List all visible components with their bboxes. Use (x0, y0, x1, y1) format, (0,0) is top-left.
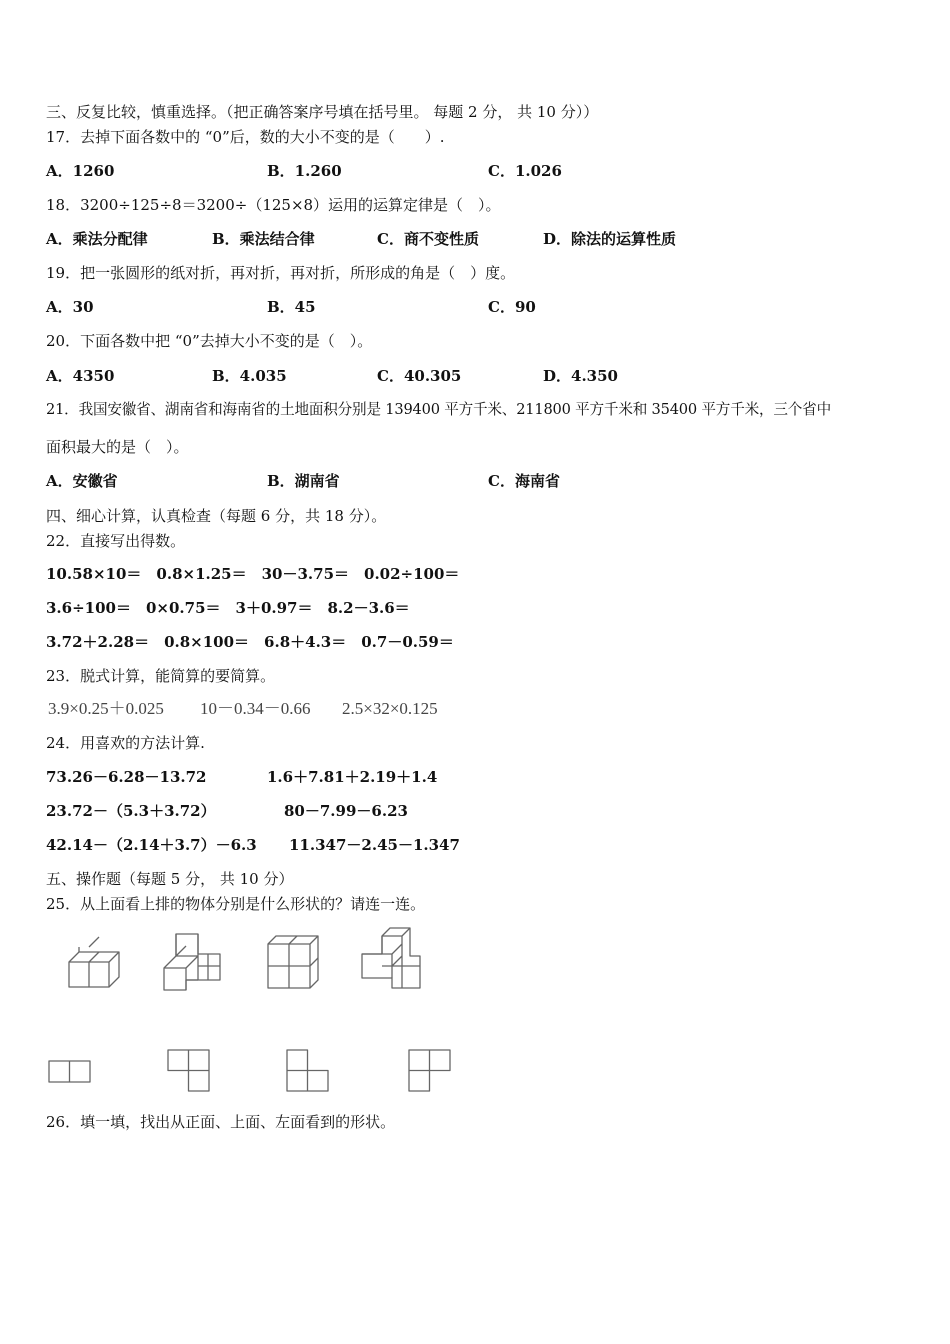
q22-row-2: 3.6÷100＝ 0×0.75＝ 3＋0.97＝ 8.2－3.6＝ (46, 599, 410, 617)
top-view-2 (167, 1049, 211, 1093)
q17-option-b: B．1.260 (267, 162, 342, 180)
q23-expression-1: 3.9×0.25＋0.025 (48, 699, 164, 718)
question-18-stem: 18．3200÷125÷8＝3200÷（125×8）运用的运算定律是（ ）。 (46, 196, 501, 214)
q17-option-c: C．1.026 (488, 162, 562, 180)
q20-option-b: B．4.035 (212, 367, 287, 385)
q21-option-a: A．安徽省 (46, 472, 118, 490)
top-view-4 (408, 1049, 452, 1093)
question-25-stem: 25．从上面看上排的物体分别是什么形状的？请连一连。 (46, 895, 426, 913)
top-view-3 (286, 1049, 330, 1093)
question-22-stem: 22．直接写出得数。 (46, 532, 186, 550)
question-21-stem-line-1: 21．我国安徽省、湖南省和海南省的土地面积分别是 139400 平方千米、211800 平方千米和 35400 平方千米，三个省中 (46, 401, 831, 418)
cube-solid-4 (356, 926, 426, 990)
q19-option-a: A．30 (46, 298, 94, 316)
q18-option-a: A．乘法分配律 (46, 230, 148, 248)
question-20-stem: 20．下面各数中把 “0”去掉大小不变的是（ ）。 (46, 332, 373, 350)
cube-solid-1 (66, 942, 126, 992)
question-17-stem: 17．去掉下面各数中的 “0”后，数的大小不变的是（ ）. (46, 128, 445, 146)
q23-expression-2: 10－0.34－0.66 (200, 699, 311, 718)
question-19-stem: 19．把一张圆形的纸对折，再对折，再对折，所形成的角是（ ）度。 (46, 264, 516, 282)
q24-expression-3: 23.72－（5.3＋3.72） (46, 802, 216, 820)
section-3-heading: 三、反复比较，慎重选择。（把正确答案序号填在括号里。 每题 2 分， 共 10 分）） (46, 103, 599, 121)
q20-option-c: C．40.305 (377, 367, 462, 385)
question-21-stem-line-2: 面积最大的是（ ）。 (46, 438, 189, 456)
cube-solid-3 (262, 934, 324, 990)
q24-expression-4: 80－7.99－6.23 (284, 802, 408, 820)
q21-option-c: C．海南省 (488, 472, 560, 490)
question-23-stem: 23．脱式计算，能简算的要简算。 (46, 667, 276, 685)
section-4-heading: 四、细心计算，认真检查（每题 6 分，共 18 分）。 (46, 507, 387, 525)
q20-option-d: D．4.350 (543, 367, 618, 385)
top-view-1 (48, 1060, 92, 1084)
q24-expression-5: 42.14－（2.14＋3.7）－6.3 (46, 836, 257, 854)
q22-row-1: 10.58×10＝ 0.8×1.25＝ 30－3.75＝ 0.02÷100＝ (46, 565, 460, 583)
section-5-heading: 五、操作题（每题 5 分， 共 10 分） (46, 870, 294, 888)
q19-option-b: B．45 (267, 298, 316, 316)
q19-option-c: C．90 (488, 298, 536, 316)
q24-expression-1: 73.26－6.28－13.72 (46, 768, 207, 786)
cube-solid-2 (160, 932, 226, 992)
question-26-stem: 26．填一填，找出从正面、上面、左面看到的形状。 (46, 1113, 396, 1131)
q18-option-d: D．除法的运算性质 (543, 230, 677, 248)
q18-option-c: C．商不变性质 (377, 230, 479, 248)
q23-expression-3: 2.5×32×0.125 (342, 699, 438, 718)
q24-expression-2: 1.6＋7.81＋2.19＋1.4 (267, 768, 438, 786)
question-24-stem: 24．用喜欢的方法计算. (46, 734, 205, 752)
q22-row-3: 3.72＋2.28＝ 0.8×100＝ 6.8＋4.3＝ 0.7－0.59＝ (46, 633, 454, 651)
q18-option-b: B．乘法结合律 (212, 230, 315, 248)
q17-option-a: A．1260 (46, 162, 115, 180)
q21-option-b: B．湖南省 (267, 472, 340, 490)
q24-expression-6: 11.347－2.45－1.347 (289, 836, 460, 854)
q20-option-a: A．4350 (46, 367, 115, 385)
